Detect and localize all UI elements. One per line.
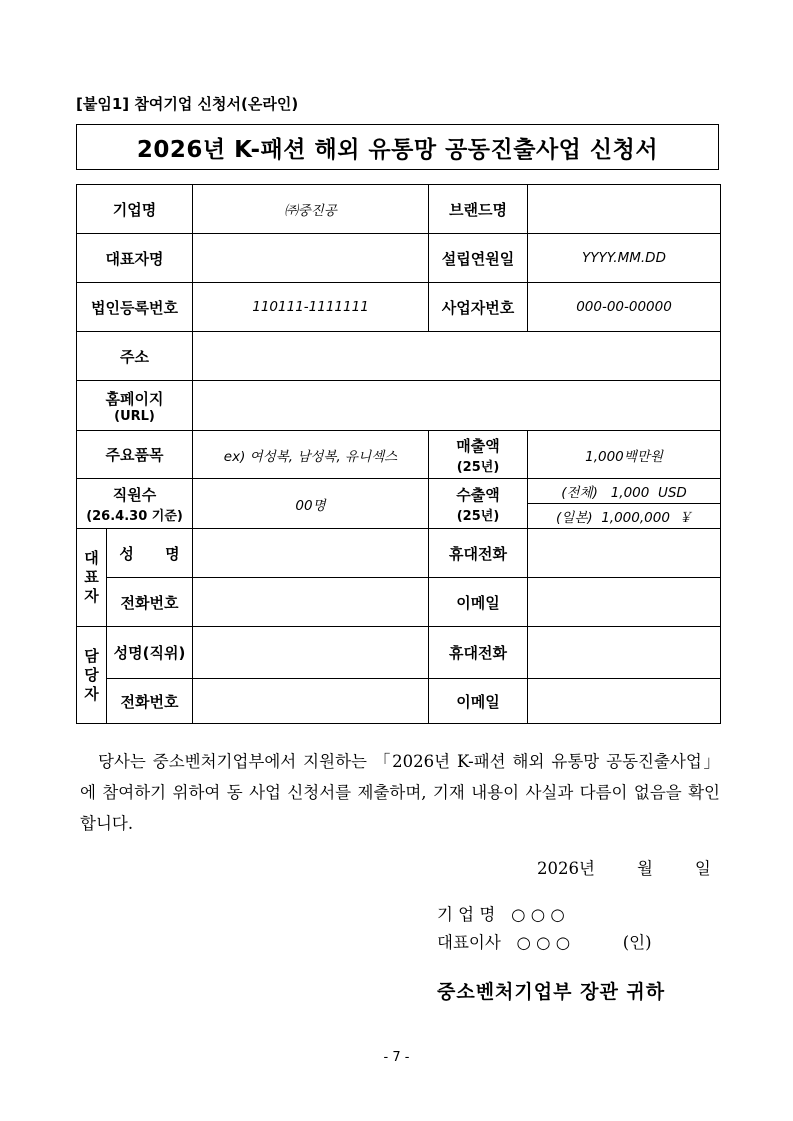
rep-phone-label: 전화번호 [107, 578, 193, 627]
exports-values-cell [528, 479, 721, 529]
signature-company-line [437, 901, 565, 925]
seal-mark: (인) [622, 933, 652, 952]
submission-date [537, 855, 711, 879]
sales-field[interactable]: 1,000백만원 [528, 431, 721, 479]
address-field[interactable] [193, 332, 721, 381]
exports-label [429, 479, 528, 529]
employees-label-line2: (26.4.30 기준) [86, 508, 183, 524]
rep-char-1: 대 [84, 549, 99, 567]
rep-name-label: 성 명 [107, 529, 193, 578]
homepage-field[interactable] [193, 381, 721, 431]
mgr-email-field[interactable] [528, 679, 721, 724]
attachment-label: [붙임1] 참여기업 신청서(온라인) [76, 95, 299, 113]
company-name-label: 기업명 [77, 185, 193, 234]
founded-label: 설립연원일 [429, 234, 528, 283]
rep-email-label: 이메일 [429, 578, 528, 627]
exports-japan-field[interactable]: (일본) 1,000,000 ￥ [556, 510, 693, 526]
form-title: 2026년 K-패션 해외 유통망 공동진출사업 신청서 [76, 124, 719, 170]
sales-label [429, 431, 528, 479]
mgr-name-field[interactable] [193, 627, 429, 679]
employees-field[interactable]: 00명 [193, 479, 429, 529]
homepage-label-line2: (URL) [114, 408, 155, 424]
sales-label-line1: 매출액 [456, 436, 500, 455]
mgr-phone-field[interactable] [193, 679, 429, 724]
rep-phone-field[interactable] [193, 578, 429, 627]
biz-no-field[interactable]: 000-00-00000 [528, 283, 721, 332]
homepage-label [77, 381, 193, 431]
ceo-field[interactable] [193, 234, 429, 283]
manager-group-label [77, 627, 107, 724]
brand-label: 브랜드명 [429, 185, 528, 234]
declaration-statement: 당사는 중소벤처기업부에서 지원하는 「2026년 K-패션 해외 유통망 공동진출사업」에 참여하기 위하여 동 사업 신청서를 제출하며, 기재 내용이 사실과 다름이 없음을 확인합니다. [80, 752, 720, 833]
biz-no-label: 사업자번호 [429, 283, 528, 332]
date-day: 일 [694, 859, 711, 878]
signature-company-label: 기 업 명 [437, 905, 496, 924]
recipient-line: 중소벤처기업부 장관 귀하 [437, 981, 666, 1003]
signature-ceo-line [437, 929, 652, 953]
employees-label [77, 479, 193, 529]
mgr-mobile-label: 휴대전화 [429, 627, 528, 679]
signature-ceo-marks: ○ ○ ○ [516, 933, 571, 952]
mgr-name-label: 성명(직위) [107, 627, 193, 679]
mgr-char-1: 담 [84, 646, 99, 665]
company-name-field[interactable]: ㈜중진공 [193, 185, 429, 234]
rep-char-2: 표 [84, 568, 99, 586]
exports-label-line2: (25년) [456, 508, 500, 524]
homepage-label-line1: 홈페이지 [105, 389, 164, 408]
date-year: 2026년 [537, 859, 595, 878]
sales-label-line2: (25년) [456, 459, 500, 475]
brand-field[interactable] [528, 185, 721, 234]
rep-mobile-field[interactable] [528, 529, 721, 578]
mgr-char-3: 자 [84, 684, 99, 703]
signature-ceo-label: 대표이사 [437, 933, 501, 952]
date-month: 월 [636, 859, 653, 878]
rep-email-field[interactable] [528, 578, 721, 627]
founded-field[interactable]: YYYY.MM.DD [528, 234, 721, 283]
exports-total-field[interactable]: (전체) 1,000 USD [528, 479, 720, 504]
application-form-table [76, 184, 721, 724]
corp-reg-label: 법인등록번호 [77, 283, 193, 332]
mgr-email-label: 이메일 [429, 679, 528, 724]
ceo-label: 대표자명 [77, 234, 193, 283]
rep-mobile-label: 휴대전화 [429, 529, 528, 578]
products-label: 주요품목 [77, 431, 193, 479]
mgr-mobile-field[interactable] [528, 627, 721, 679]
products-field[interactable]: ex) 여성복, 남성복, 유니섹스 [193, 431, 429, 479]
employees-label-line1: 직원수 [112, 485, 157, 504]
address-label: 주소 [77, 332, 193, 381]
corp-reg-field[interactable]: 110111-1111111 [193, 283, 429, 332]
representative-group-label [77, 529, 107, 627]
rep-name-field[interactable] [193, 529, 429, 578]
mgr-phone-label: 전화번호 [107, 679, 193, 724]
rep-char-3: 자 [84, 587, 99, 605]
mgr-char-2: 당 [84, 665, 99, 684]
exports-label-line1: 수출액 [456, 485, 500, 504]
page-number: - 7 - [383, 1050, 410, 1065]
signature-company-marks: ○ ○ ○ [511, 905, 565, 924]
